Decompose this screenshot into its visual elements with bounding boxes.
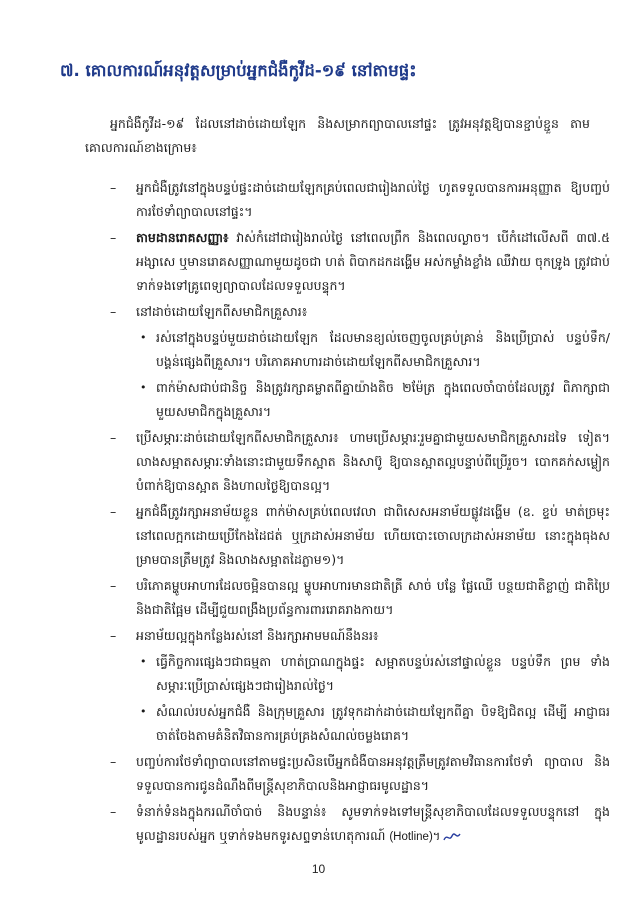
- sub-item-text: ពាក់ម៉ាសជាប់ជានិច្ច និងត្រូវរក្សាគម្លាតពីគ្នាយ៉ាងតិច ២ម៉ែត្រ ក្នុងពេលចាំបាច់ដែលត្រូវ ពិភាក្សាជាមួយសមាជិកក្នុងគ្រួសារ។: [156, 380, 610, 419]
- dash-marker: –: [110, 230, 117, 245]
- list-item-text: ប្រើសម្ភារៈដាច់ដោយឡែកពីសមាជិកគ្រួសារ៖ ហាមប្រើសម្ភារៈរួមគ្នាជាមួយសមាជិកគ្រួសារដទៃ ទៀត។ លាងសម្អាតសម្ភារៈទាំងនោះជាមួយទឹកស្អាត និងសាប៊ូ ឱ្យបានស្អាតល្អបន្ទាប់ពីប្រើរួច។ បោកគក់សម្លៀកបំពាក់ឱ្យបានស្អាត និងហាលថ្ងៃឱ្យបានល្អ។: [136, 430, 610, 493]
- list-item: [110, 176, 610, 224]
- list-item: [110, 800, 610, 849]
- list-item-text: បរិភោគម្ហូបអាហារដែលចម្អិនបានល្អ ម្ហូបអាហារមានជាតិត្រី សាច់ បន្លែ ផ្លែឈើ បន្ថយជាតិខ្លាញ់ ជាតិប្រៃ និងជាតិផ្អែម ដើម្បីជួយពង្រឹងប្រព័ន្ធការពាររោគរាងកាយ។: [136, 578, 610, 617]
- list-item: [110, 300, 610, 324]
- sub-list-item: [110, 326, 610, 374]
- hotline-text: (Hotline)។: [389, 831, 441, 843]
- list-item: [110, 750, 610, 798]
- list-item: [110, 226, 610, 298]
- signature-initial-icon: [443, 831, 461, 843]
- list-item-text: អ្នកជំងឺត្រូវនៅក្នុងបន្ទប់ផ្ទះដាច់ដោយឡែកគ្រប់ពេលជារៀងរាល់ថ្ងៃ ហូតទទួលបានការអនុញ្ញាត ឱ្យបញ្ចប់ការថែទាំព្យាបាលនៅផ្ទះ។: [136, 180, 610, 219]
- list-item-text: ទំនាក់ទំនងក្នុងករណីចាំបាច់ និងបន្ទាន់៖ សូមទាក់ទងទៅមន្ត្រីសុខាភិបាលដែលទទួលបន្ទុកនៅ ក្នុងមូលដ្ឋានរបស់អ្នក ឬទាក់ទងមកទូរសព្ទទាន់ហេតុការណ៍: [136, 804, 610, 843]
- sub-list-item: [110, 376, 610, 424]
- dash-marker: –: [110, 504, 117, 519]
- sub-item-text: រស់នៅក្នុងបន្ទប់មួយដាច់ដោយឡែក ដែលមានខ្យល់ចេញចូលគ្រប់គ្រាន់ និងប្រើប្រាស់ បន្ទប់ទឹក/បង្គន់ផ្សេងពីគ្រួសារ។ បរិភោគអាហារដាច់ដោយឡែកពីសមាជិកគ្រួសារ។: [156, 330, 610, 369]
- list-item: [110, 624, 610, 648]
- bullet-marker: •: [140, 381, 147, 394]
- dash-marker: –: [110, 180, 117, 195]
- section-title: ៧. គោលការណ៍អនុវត្តសម្រាប់អ្នកជំងឺកូវីដ-១៩ នៅតាមផ្ទះ: [60, 61, 417, 80]
- page-number: 10: [311, 862, 326, 876]
- dash-marker: –: [110, 430, 117, 445]
- list-item-text: អ្នកជំងឺត្រូវរក្សាអនាម័យខ្លួន ពាក់ម៉ាសគ្រប់ពេលវេលា ជាពិសេសអនាម័យផ្លូវដង្ហើម (ឧ. ខ្ទប់ មាត់ច្រមុះនៅពេលក្អកដោយប្រើកែងដៃជត់ ឬក្រដាស់អនាម័យ ហើយបោះចោលក្រដាស់អនាម័យ នោះក្នុងធុងសម្រាមបានត្រឹមត្រូវ និងលាងសម្អាតដៃភ្លាម១)។: [136, 504, 610, 567]
- sub-list-item: [110, 700, 610, 748]
- list-item-text: បញ្ចប់ការថែទាំព្យាបាលនៅតាមផ្ទះប្រសិនបើអ្នកជំងឺបានអនុវត្តត្រឹមត្រូវតាមវិធានការថែទាំ ព្យាបាល និងទទួលបានការជូនដំណឹងពីមន្ត្រីសុខាភិបាលនិងអាជ្ញាធរមូលដ្ឋាន។: [136, 754, 610, 793]
- bullet-marker: •: [140, 331, 147, 344]
- dash-marker: –: [110, 754, 117, 769]
- intro-text: អ្នកជំងឺកូវីដ-១៩ ដែលនៅដាច់ដោយឡែក និងសម្រាកព្យាបាលនៅផ្ទះ ត្រូវអនុវត្តឱ្យបានខ្ជាប់ខ្ជួន តាមគោលការណ៍ខាងក្រោម៖: [85, 116, 590, 155]
- sub-item-text: សំណល់របស់អ្នកជំងឺ និងក្រុមគ្រួសារ ត្រូវទុកដាក់ដាច់ដោយឡែកពីគ្នា បិទឱ្យជិតល្អ ដើម្បី អាជ្ញាធរចាត់ចែងតាមគំនិតវិធានការគ្រប់គ្រងសំណល់ចម្លងរោគ។: [156, 704, 610, 743]
- dash-marker: –: [110, 804, 117, 819]
- list-item-text: នៅដាច់ដោយឡែកពីសមាជិកគ្រួសារ៖: [136, 304, 308, 319]
- list-item: [110, 500, 610, 572]
- list-item: [110, 426, 610, 498]
- dash-marker: –: [110, 304, 117, 319]
- list-item: [110, 574, 610, 622]
- dash-marker: –: [110, 578, 117, 593]
- dash-marker: –: [110, 628, 117, 643]
- guideline-list: [110, 176, 610, 851]
- list-item-bold: តាមដានរោគសញ្ញា៖: [136, 230, 229, 245]
- bullet-marker: •: [140, 705, 147, 718]
- sub-item-text: ធ្វើកិច្ចការផ្សេងៗជាធម្មតា ហាត់ប្រាណក្នុងផ្ទះ សម្អាតបន្ទប់រស់នៅផ្ទាល់ខ្លួន បន្ទប់ទឹក ព្រម ទាំងសម្ភារៈប្រើប្រាស់ផ្សេងៗជារៀងរាល់ថ្ងៃ។: [156, 654, 610, 693]
- bullet-marker: •: [140, 655, 147, 668]
- intro-paragraph: [85, 112, 590, 160]
- list-item-text: អនាម័យល្អក្នុងកន្លែងរស់នៅ និងរក្សាអាមមណ៍នឹងនរ៖: [136, 628, 379, 643]
- sub-list-item: [110, 650, 610, 698]
- list-item-text: វាស់កំដៅជារៀងរាល់ថ្ងៃ នៅពេលព្រឹក និងពេលល្ងាច។ បើកំដៅលើសពី ៣៧.៥ អង្សាសេ ឬមានរោគសញ្ញាណាមួយដូចជា ហត់ ពិបាកដកដង្ហើម អស់កម្លាំងខ្លាំង ឈឺវាយ ចុកទ្រូង ត្រូវជាប់ទាក់ទងទៅគ្រូពេទ្យព្យាបាលដែលទទួលបន្ទុក។: [136, 230, 610, 293]
